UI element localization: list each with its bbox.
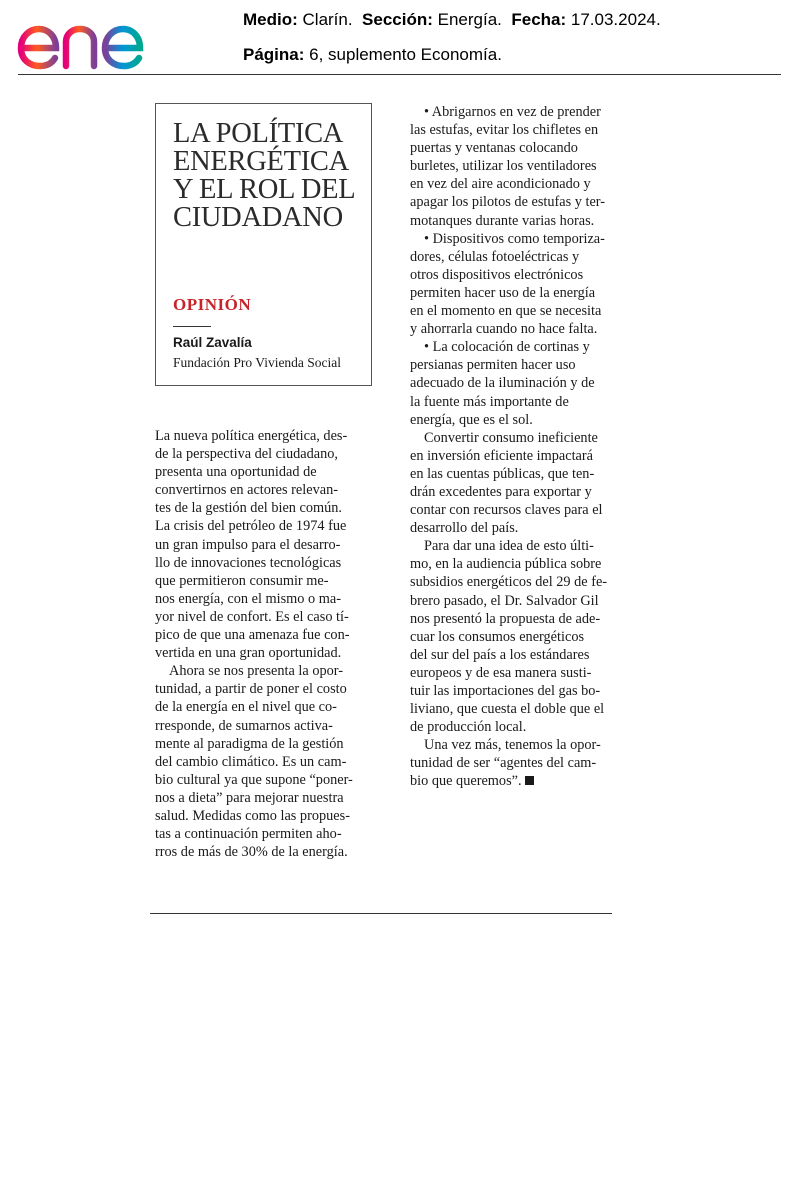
body-text-line: Una vez más, tenemos la opor-	[424, 737, 601, 754]
body-text-line: mo, en la audiencia pública sobre	[410, 556, 602, 573]
meta-date-value: 17.03.2024.	[570, 10, 661, 29]
body-text-line: adecuado de la iluminación y de	[410, 375, 595, 392]
meta-page-label: Página:	[243, 45, 305, 64]
meta-line-1	[243, 8, 783, 40]
meta-medium-value: Clarín.	[302, 10, 353, 29]
meta-page-value: 6, suplemento Economía.	[309, 45, 502, 64]
body-text-line: en inversión eficiente impactará	[410, 447, 593, 464]
meta-section-value: Energía.	[437, 10, 502, 29]
body-text-line: Convertir consumo ineficiente	[424, 429, 598, 446]
body-text-line: que permitieron consumir me-	[155, 572, 329, 589]
headline-line: Y EL ROL DEL	[173, 174, 356, 205]
press-clipping-meta	[243, 8, 783, 75]
body-text-line: tunidad de ser “agentes del cam-	[410, 755, 597, 772]
body-text-line: cuar los consumos energéticos	[410, 628, 585, 645]
body-text-line: y ahorrarla cuando no hace falta.	[410, 321, 598, 338]
body-text-line: tes de la gestión del bien común.	[155, 500, 343, 517]
body-text-line: bio que queremos”.	[410, 772, 630, 790]
body-text-line: La nueva política energética, des-	[155, 428, 348, 444]
body-text-line: de la energía en el nivel que co-	[155, 699, 337, 716]
body-text-line: persianas permiten hacer uso	[410, 357, 576, 374]
body-text-line: bio cultural ya que supone “poner-	[155, 771, 353, 788]
body-text-line: burletes, utilizar los ventiladores	[410, 158, 597, 175]
byline-divider	[173, 326, 211, 327]
author-affiliation: Fundación Pro Vivienda Social	[173, 355, 342, 370]
body-text-line: tuir las importaciones del gas bo-	[410, 683, 601, 699]
headline-box	[155, 103, 372, 386]
body-text-line: otros dispositivos electrónicos	[410, 266, 584, 283]
section-label: OPINIÓN	[173, 295, 252, 314]
enel-logo	[16, 8, 181, 72]
headline-line: ENERGÉTICA	[173, 146, 349, 177]
body-text-line: nos energía, con el mismo o ma-	[155, 590, 341, 607]
body-text-line: tas a continuación permiten aho-	[155, 826, 342, 843]
body-text-line: apagar los pilotos de estufas y ter-	[410, 194, 606, 211]
meta-medium-label: Medio:	[243, 10, 298, 29]
article-column-2	[410, 103, 630, 791]
body-text-line: • Abrigarnos en vez de prender	[424, 104, 601, 120]
body-text-line: rros de más de 30% de la energía.	[155, 844, 348, 861]
body-text-line: • Dispositivos como temporiza-	[424, 230, 605, 247]
body-text-line: Ahora se nos presenta la opor-	[169, 663, 343, 680]
body-text-line: presenta una oportunidad de	[155, 464, 317, 481]
author-name: Raúl Zavalía	[173, 335, 252, 350]
body-text-line: salud. Medidas como las propues-	[155, 807, 350, 824]
footer-divider	[150, 913, 612, 914]
body-text-line: de la perspectiva del ciudadano,	[155, 446, 338, 463]
article-column-1	[155, 427, 367, 861]
header-divider	[18, 74, 781, 75]
headline-line: LA POLÍTICA	[173, 118, 344, 149]
body-text-line: brero pasado, el Dr. Salvador Gil	[410, 592, 599, 609]
body-text-line: pico de que una amenaza fue con-	[155, 627, 350, 644]
body-text-line: contar con recursos claves para el	[410, 502, 603, 519]
body-text-line: llo de innovaciones tecnológicas	[155, 554, 342, 571]
headline-line: CIUDADANO	[173, 202, 343, 233]
body-text-line: europeos y de esa manera susti-	[410, 664, 592, 681]
body-text-line: tunidad, a partir de poner el costo	[155, 681, 347, 698]
body-text-line: convertirnos en actores relevan-	[155, 482, 338, 499]
meta-section-label: Sección:	[362, 10, 433, 29]
body-text-line: en las cuentas públicas, que ten-	[410, 465, 595, 482]
body-text-line: drán excedentes para exportar y	[410, 483, 592, 500]
body-text-line: puertas y ventanas colocando	[410, 140, 578, 157]
body-text-line: energía, que es el sol.	[410, 411, 533, 428]
body-text-line: • La colocación de cortinas y	[424, 339, 590, 356]
body-text-line: permiten hacer uso de la energía	[410, 284, 596, 301]
end-of-article-mark	[525, 776, 534, 785]
body-text-line: La crisis del petróleo de 1974 fue	[155, 518, 347, 535]
body-text-line: vertida en una gran oportunidad.	[155, 645, 342, 662]
meta-date-label: Fecha:	[511, 10, 567, 29]
body-text-line: rresponde, de sumarnos activa-	[155, 717, 333, 734]
body-text-line: dores, células fotoeléctricas y	[410, 248, 580, 265]
body-text-line: desarrollo del país.	[410, 520, 519, 537]
body-text-line: subsidios energéticos del 29 de fe-	[410, 574, 608, 591]
body-text-line: de producción local.	[410, 719, 527, 736]
body-text-line: nos a dieta” para mejorar nuestra	[155, 789, 344, 806]
body-text-line: del sur del país a los estándares	[410, 646, 590, 663]
body-text-line: en vez del aire acondicionado y	[410, 176, 591, 193]
body-text-line: Para dar una idea de esto últi-	[424, 538, 594, 555]
body-text-line: un gran impulso para el desarro-	[155, 536, 341, 553]
meta-line-2	[243, 43, 783, 75]
body-text-line: yor nivel de confort. Es el caso tí-	[155, 608, 349, 625]
body-text-line: del cambio climático. Es un cam-	[155, 753, 347, 770]
body-text-line: liviano, que cuesta el doble que el	[410, 701, 605, 718]
enel-logo-mark	[16, 8, 181, 72]
body-text-line: las estufas, evitar los chifletes en	[410, 122, 599, 139]
body-text-line: mente al paradigma de la gestión	[155, 735, 344, 752]
article-headline	[173, 120, 368, 232]
body-text-line: motanques durante varias horas.	[410, 212, 595, 229]
body-text-line: la fuente más importante de	[410, 393, 569, 410]
body-text-line: en el momento en que se necesita	[410, 303, 602, 320]
body-text-line: nos presentó la propuesta de ade-	[410, 610, 601, 627]
